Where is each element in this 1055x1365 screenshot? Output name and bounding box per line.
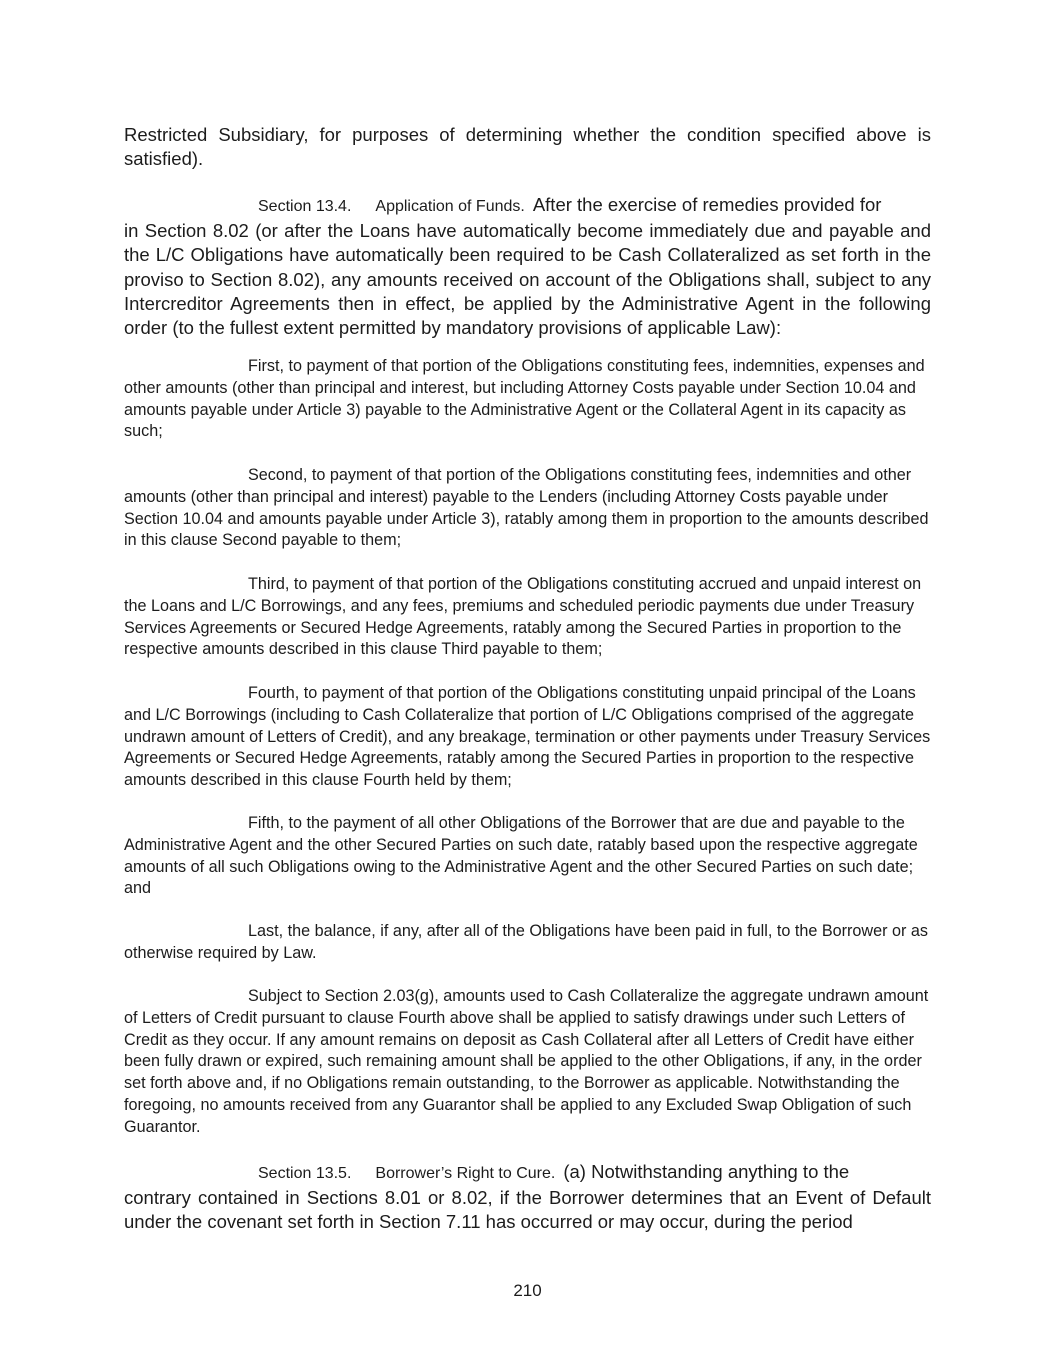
section-lead-text: (a) Notwithstanding anything to the: [563, 1161, 850, 1182]
clause-second: [124, 465, 931, 552]
section-heading-line: [124, 193, 931, 219]
clause-last: [124, 921, 931, 965]
clause-fifth-text: Fifth, to the payment of all other Obligations of the Borrower that are due and payable to the Administrative Agent and the other Secured Parties on such date, ratably based upon the respective aggregate amounts of all such Obligations owing to the Administrative Agent and the other Secured Parties on such date; and: [124, 814, 918, 898]
clause-second-text: Second, to payment of that portion of the Obligations constituting fees, indemnities and other amounts (other than principal and interest) payable to the Lenders (including Attorney Costs payable under Section 10.04 and amounts payable under Article 3), ratably among them in proportion to the amounts described in this clause Second payable to them;: [124, 466, 929, 550]
subject-paragraph: [124, 986, 931, 1139]
clause-first: [124, 356, 931, 443]
section-number: Section 13.5.: [258, 1165, 352, 1182]
clause-first-text: First, to payment of that portion of the Obligations constituting fees, indemnities, expenses and other amounts (other than principal and interest, but including Attorney Costs payable under Section 10.04 and amounts payable under Article 3) payable to the Administrative Agent or the Collateral Agent in its capacity as such;: [124, 357, 925, 441]
section-body: contrary contained in Sections 8.01 or 8.02, if the Borrower determines that an Event of Default under the covenant set forth in Section 7.11 has occurred or may occur, during the period: [124, 1187, 931, 1233]
section-title: Borrower’s Right to Cure.: [375, 1165, 556, 1182]
page-number: 210: [513, 1281, 542, 1300]
clause-third: [124, 574, 931, 661]
section-lead-text: After the exercise of remedies provided for: [532, 194, 882, 215]
section-title: Application of Funds.: [375, 198, 525, 215]
section-number: Section 13.4.: [258, 198, 352, 215]
clause-fourth: [124, 683, 931, 792]
clause-fourth-text: Fourth, to payment of that portion of the Obligations constituting unpaid principal of the Loans and L/C Borrowings (including to Cash Collateralize that portion of L/C Obligations comprised of the aggregate undrawn amount of Letters of Credit), and any breakage, termination or other payments under Treasury Services Agreements or Secured Hedge Agreements, ratably among the Secured Parties in proportion to the respective amounts described in this clause Fourth held by them;: [124, 684, 931, 790]
clause-fifth: [124, 813, 931, 900]
section-13-4: [124, 193, 931, 340]
clause-last-text: Last, the balance, if any, after all of the Obligations have been paid in full, to the Borrower or as otherwise required by Law.: [124, 922, 928, 962]
section-body: in Section 8.02 (or after the Loans have automatically become immediately due and payable and the L/C Obligations have automatically been required to be Cash Collateralized as set forth in the proviso to Section 8.02), any amounts received on account of the Obligations shall, subject to any Intercreditor Agreements then in effect, be applied by the Administrative Agent in the following order (to the fullest extent permitted by mandatory provisions of applicable Law):: [124, 220, 931, 339]
continued-paragraph: Restricted Subsidiary, for purposes of determining whether the condition specified above is satisfied).: [124, 124, 931, 170]
clause-third-text: Third, to payment of that portion of the Obligations constituting accrued and unpaid interest on the Loans and L/C Borrowings, and any fees, premiums and scheduled periodic payments due under Treasury Services Agreements or Secured Hedge Agreements, ratably among the Secured Parties in proportion to the respective amounts described in this clause Third payable to them;: [124, 575, 922, 659]
section-heading-line: [124, 1160, 931, 1186]
section-13-5: [124, 1160, 931, 1235]
subject-paragraph-text: Subject to Section 2.03(g), amounts used to Cash Collateralize the aggregate undrawn amount of Letters of Credit pursuant to clause Fourth above shall be applied to satisfy drawings under such Letters of Credit as they occur. If any amount remains on deposit as Cash Collateral after all Letters of Credit have either been fully drawn or expired, such remaining amount shall be applied to the other Obligations, if any, in the order set forth above and, if no Obligations remain outstanding, to the Borrower as applicable. Notwithstanding the foregoing, no amounts received from any Guarantor shall be applied to any Excluded Swap Obligation of such Guarantor.: [124, 987, 929, 1136]
